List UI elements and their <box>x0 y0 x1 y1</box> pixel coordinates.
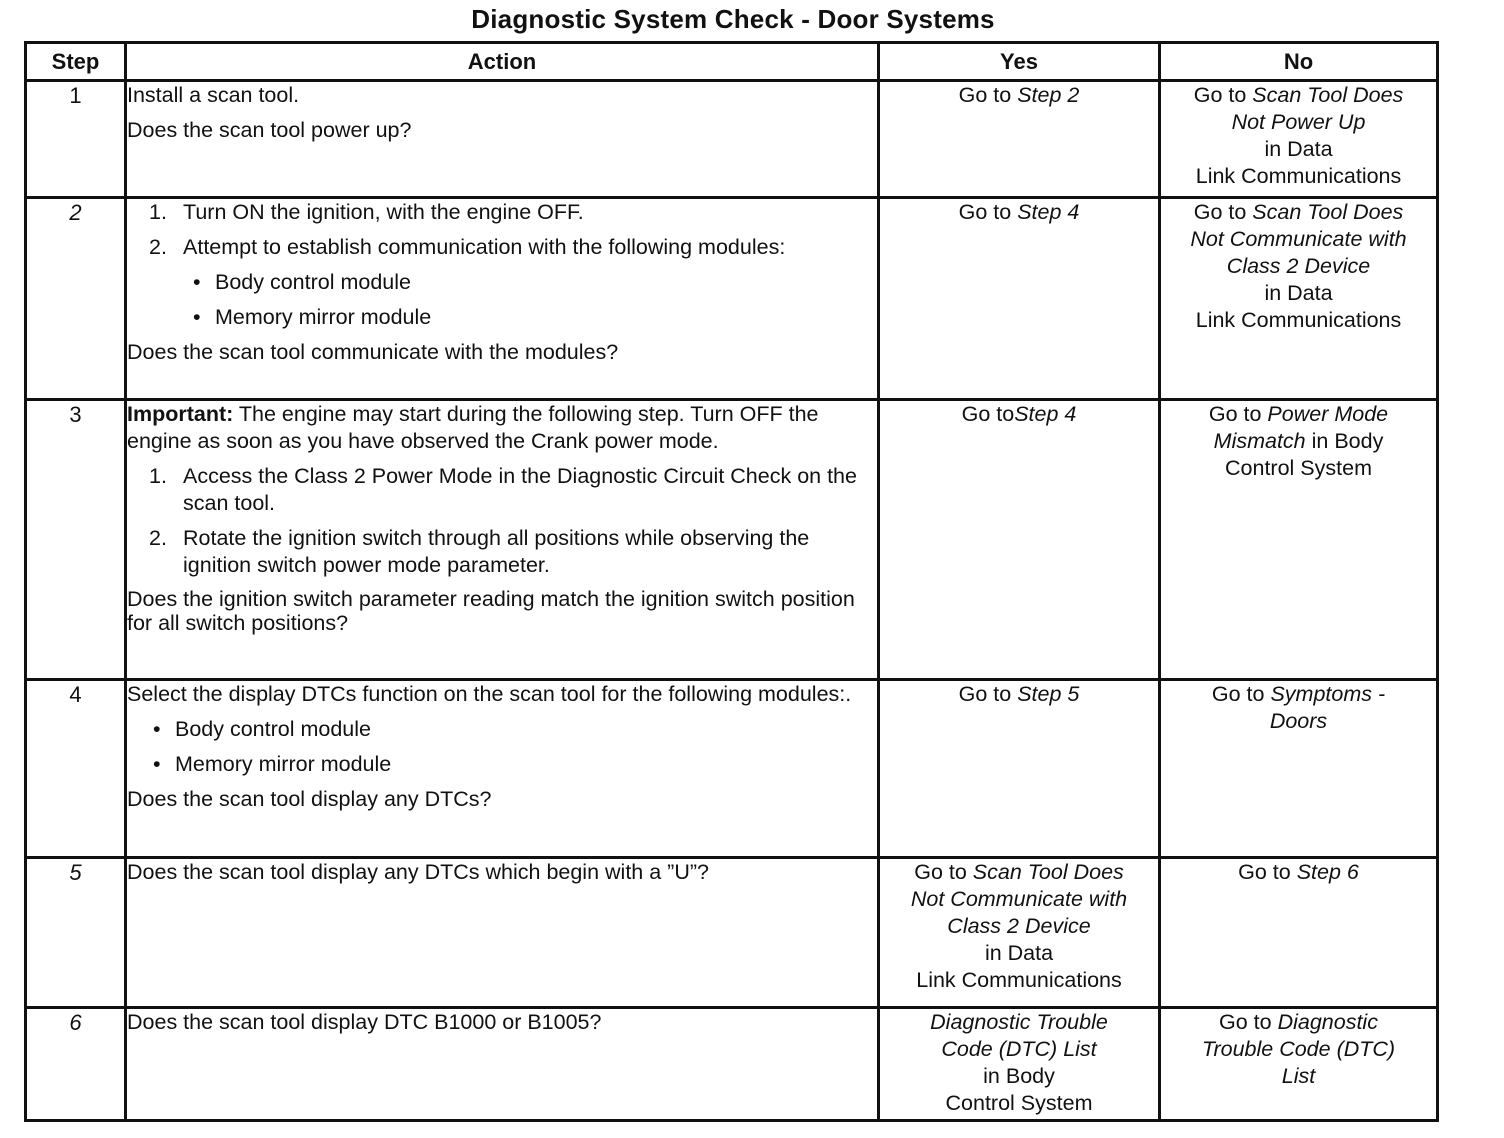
yes-cell <box>879 400 1160 680</box>
step-number: 2 <box>26 198 126 400</box>
step-link[interactable]: Step 5 <box>1017 682 1080 706</box>
important-text: The engine may start during the following step. Turn OFF the engine as soon as you have observed the Crank power mode. <box>127 402 819 453</box>
bullet-icon: • <box>153 717 161 741</box>
action-cell <box>126 1008 879 1121</box>
no-cell <box>1160 1008 1438 1121</box>
step-link[interactable]: Step 4 <box>1014 402 1077 426</box>
step-number: 4 <box>26 680 126 858</box>
no-suffix: in Data <box>1264 281 1333 305</box>
action-question: Does the ignition switch parameter reading match the ignition switch position for all switch positions? <box>127 587 855 635</box>
action-cell <box>126 680 879 858</box>
numbered-item <box>127 234 877 261</box>
action-text: Select the display DTCs function on the scan tool for the following modules:. <box>127 682 852 706</box>
procedure-link[interactable]: Code (DTC) List <box>941 1037 1097 1061</box>
item-text: Rotate the ignition switch through all positions while observing the ignition switch power mode parameter. <box>183 526 810 577</box>
procedure-link[interactable]: Scan Tool Does <box>1252 200 1404 224</box>
bullet-text: Body control module <box>215 270 411 294</box>
no-suffix: Control System <box>1225 456 1372 480</box>
procedure-link[interactable]: Doors <box>1269 709 1328 733</box>
procedure-link[interactable]: Diagnostic Trouble <box>930 1010 1108 1034</box>
procedure-link[interactable]: Not Communicate with <box>1190 227 1407 251</box>
step-number: 1 <box>26 81 126 198</box>
important-label: Important: <box>127 402 234 426</box>
action-cell <box>126 400 879 680</box>
action-question: Does the scan tool display any DTCs? <box>127 787 492 811</box>
page-title: Diagnostic System Check - Door Systems <box>471 4 995 34</box>
item-number: 1. <box>149 200 167 224</box>
yes-prefix: Go to <box>958 682 1018 706</box>
action-text: Install a scan tool. <box>127 83 300 107</box>
action-question: Does the scan tool communicate with the modules? <box>127 340 619 364</box>
action-cell <box>126 81 879 198</box>
item-number: 2. <box>149 526 167 550</box>
no-suffix: in Data <box>1264 137 1333 161</box>
header-action: Action <box>126 43 879 81</box>
header-step: Step <box>26 43 126 81</box>
procedure-link[interactable]: List <box>1281 1064 1316 1088</box>
procedure-link[interactable]: Diagnostic <box>1277 1010 1378 1034</box>
no-prefix: Go to <box>1208 402 1268 426</box>
yes-suffix: Link Communications <box>916 968 1122 992</box>
header-no: No <box>1160 43 1438 81</box>
yes-suffix: Control System <box>945 1091 1093 1115</box>
header-row <box>26 43 1438 81</box>
procedure-link[interactable]: Power Mode <box>1267 402 1389 426</box>
table-row <box>26 81 1438 198</box>
no-suffix: Link Communications <box>1195 164 1402 188</box>
action-question: Does the scan tool display any DTCs which begin with a ”U”? <box>127 860 709 884</box>
action-cell <box>126 198 879 400</box>
numbered-item <box>127 463 877 517</box>
yes-cell <box>879 81 1160 198</box>
header-yes: Yes <box>879 43 1160 81</box>
bullet-text: Body control module <box>175 717 371 741</box>
numbered-item <box>127 199 877 226</box>
no-cell <box>1160 400 1438 680</box>
procedure-link[interactable]: Trouble Code (DTC) <box>1201 1037 1396 1061</box>
bullet-item <box>127 304 877 331</box>
bullet-icon: • <box>193 305 201 329</box>
no-cell <box>1160 198 1438 400</box>
procedure-link[interactable]: Scan Tool Does <box>972 860 1124 884</box>
step-link[interactable]: Step 6 <box>1296 860 1359 884</box>
bullet-item <box>127 716 877 743</box>
yes-suffix: in Body <box>983 1064 1055 1088</box>
table-row <box>26 400 1438 680</box>
diagnostic-table <box>24 41 1439 1122</box>
procedure-link[interactable]: Symptoms - <box>1270 682 1386 706</box>
table-row <box>26 1008 1438 1121</box>
action-cell <box>126 858 879 1008</box>
no-prefix: Go to <box>1193 83 1253 107</box>
yes-prefix: Go to <box>958 200 1018 224</box>
table-row <box>26 680 1438 858</box>
no-prefix: Go to <box>1219 1010 1278 1034</box>
yes-prefix: Go to <box>958 83 1018 107</box>
no-prefix: Go to <box>1211 682 1271 706</box>
bullet-icon: • <box>193 270 201 294</box>
table-row <box>26 858 1438 1008</box>
no-cell <box>1160 680 1438 858</box>
action-question: Does the scan tool display DTC B1000 or B1005? <box>127 1010 602 1034</box>
step-number: 5 <box>26 858 126 1008</box>
step-number: 3 <box>26 400 126 680</box>
bullet-text: Memory mirror module <box>215 305 432 329</box>
no-cell <box>1160 81 1438 198</box>
table-row <box>26 198 1438 400</box>
procedure-link[interactable]: Not Power Up <box>1231 110 1366 134</box>
procedure-link[interactable]: Class 2 Device <box>1226 254 1371 278</box>
numbered-item <box>127 525 877 579</box>
yes-cell <box>879 198 1160 400</box>
step-number: 6 <box>26 1008 126 1121</box>
item-text: Attempt to establish communication with the following modules: <box>183 235 786 259</box>
important-note <box>127 401 877 455</box>
no-prefix: Go to <box>1238 860 1297 884</box>
item-text: Turn ON the ignition, with the engine OFF. <box>183 200 584 224</box>
bullet-icon: • <box>153 752 161 776</box>
bullet-item <box>127 269 877 296</box>
no-prefix: Go to <box>1193 200 1253 224</box>
no-suffix: Link Communications <box>1195 308 1402 332</box>
procedure-link[interactable]: Mismatch <box>1213 429 1306 453</box>
step-link[interactable]: Step 4 <box>1017 200 1080 224</box>
no-suffix: in Body <box>1305 429 1384 453</box>
yes-cell <box>879 680 1160 858</box>
bullet-item <box>127 751 877 778</box>
yes-prefix: Go to <box>914 860 973 884</box>
procedure-link[interactable]: Not Communicate with <box>910 887 1128 911</box>
yes-suffix: in Data <box>984 941 1054 965</box>
no-cell <box>1160 858 1438 1008</box>
item-number: 2. <box>149 235 167 259</box>
item-number: 1. <box>149 464 167 488</box>
bullet-text: Memory mirror module <box>175 752 392 776</box>
item-text: Access the Class 2 Power Mode in the Diagnostic Circuit Check on the scan tool. <box>183 464 857 515</box>
step-link[interactable]: Step 2 <box>1017 83 1080 107</box>
procedure-link[interactable]: Scan Tool Does <box>1252 83 1404 107</box>
yes-prefix: Go to <box>961 402 1015 426</box>
yes-cell <box>879 858 1160 1008</box>
yes-cell <box>879 1008 1160 1121</box>
procedure-link[interactable]: Class 2 Device <box>947 914 1091 938</box>
action-question: Does the scan tool power up? <box>127 118 412 142</box>
